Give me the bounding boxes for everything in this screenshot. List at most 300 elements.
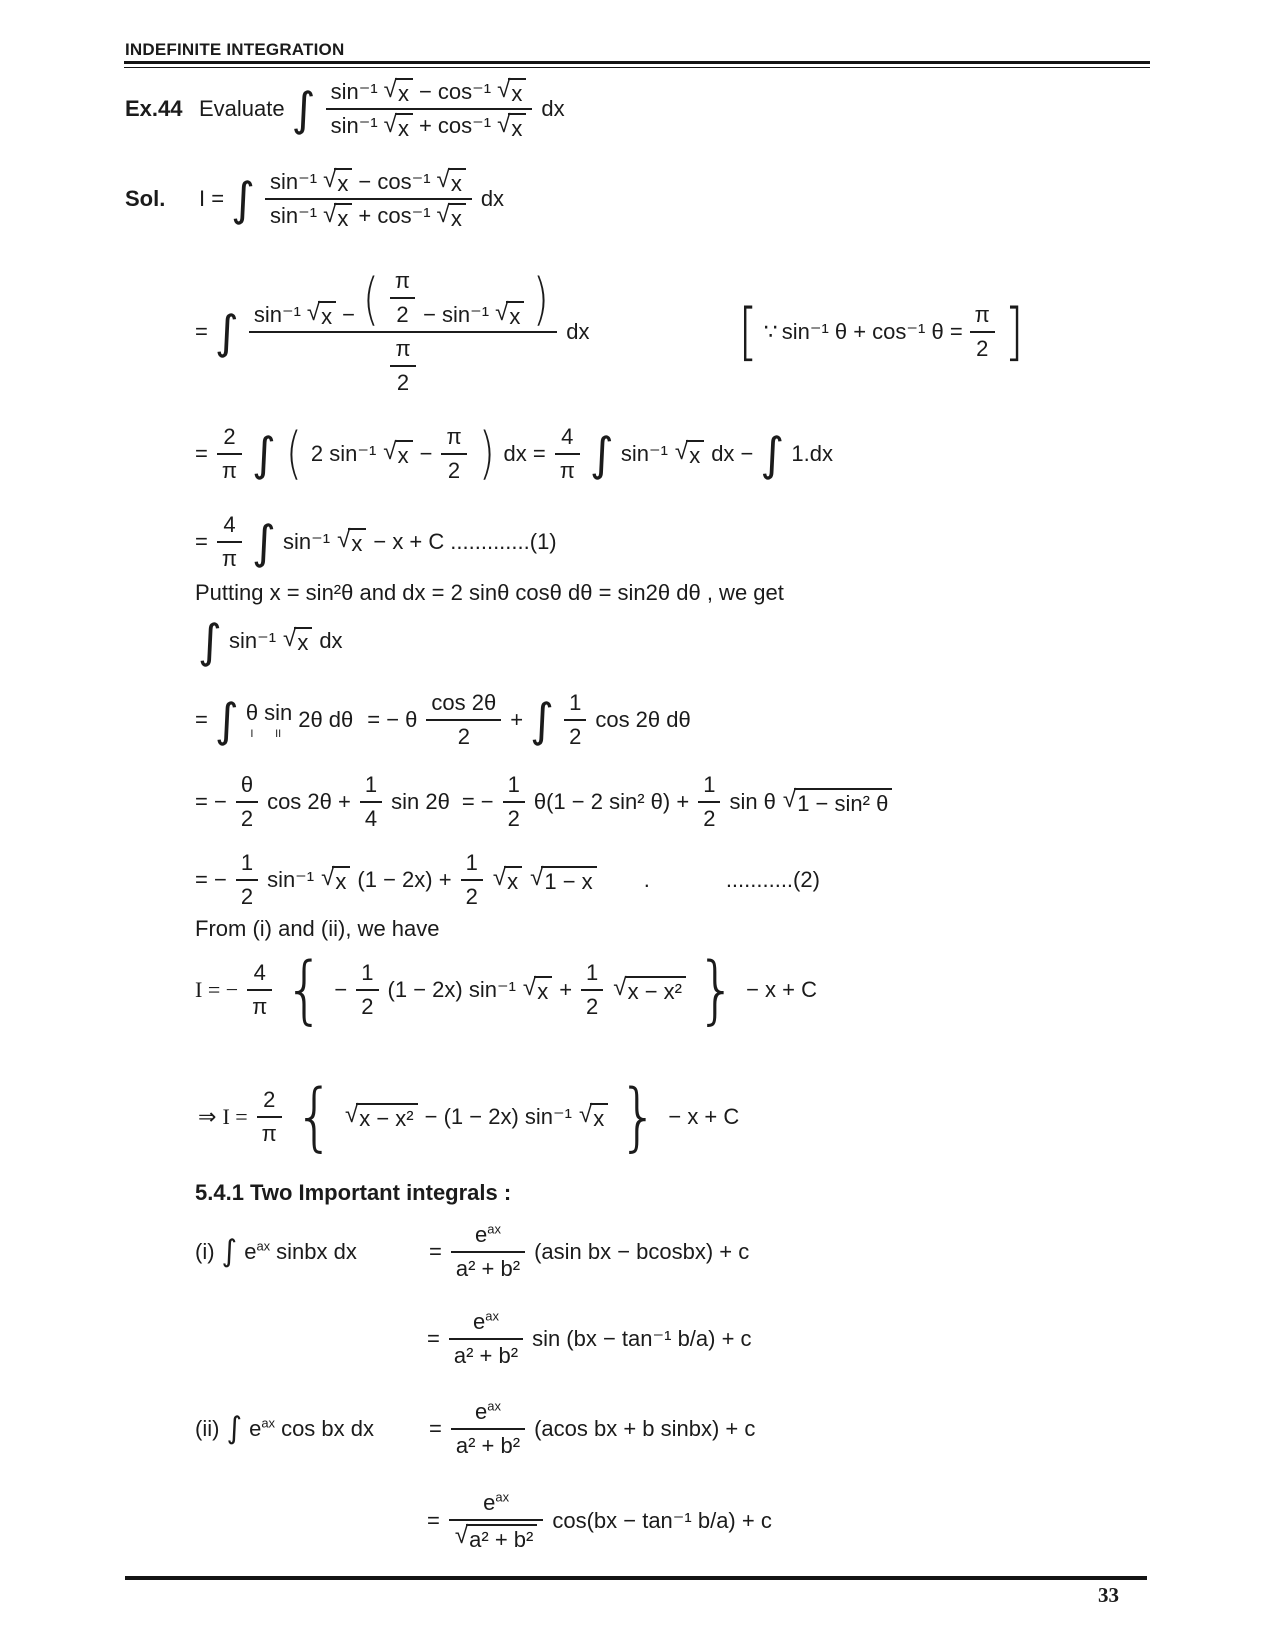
radical-sign: √ — [321, 864, 335, 892]
fraction — [451, 1399, 525, 1459]
fraction-denominator — [503, 801, 525, 832]
fraction — [449, 1490, 543, 1551]
math-token: = − — [195, 867, 227, 892]
math-token: − x + C — [668, 1104, 740, 1129]
fraction-denominator — [426, 719, 501, 750]
fraction-denominator — [581, 989, 603, 1020]
math-token: sin (bx − tan⁻¹ b/a) + c — [532, 1326, 752, 1351]
radicand: x — [318, 301, 336, 328]
math-token — [249, 1416, 275, 1442]
math-token: = − θ — [367, 707, 418, 732]
math-token: π — [559, 458, 575, 483]
math-token: π — [261, 1121, 277, 1146]
fraction-numerator — [564, 690, 586, 719]
math-token: 4 — [223, 512, 236, 537]
radicand: x — [590, 1103, 608, 1130]
radical-sign: √ — [323, 201, 337, 229]
integral-sign: ∫ — [221, 1234, 238, 1269]
fraction — [236, 772, 258, 832]
math-token: + cos⁻¹ — [418, 113, 492, 139]
open-brace: { — [294, 1074, 335, 1160]
math-token: dx − — [711, 441, 754, 466]
math-token: cos 2θ + — [267, 789, 351, 814]
fraction-denominator — [236, 879, 258, 910]
radical — [323, 203, 352, 230]
math-token: 2 — [240, 884, 254, 909]
fraction — [247, 960, 272, 1020]
radical — [323, 168, 352, 195]
exponent: ax — [487, 1221, 501, 1237]
radicand: 1 − sin² θ — [794, 788, 892, 815]
integral-sign: ∫ — [252, 515, 277, 569]
fraction-denominator — [249, 331, 557, 396]
base-e: e — [472, 1309, 486, 1334]
math-token: 2 — [507, 806, 520, 831]
radical-sign: √ — [337, 526, 351, 554]
radicand: x — [334, 168, 352, 195]
math-token: 2 — [240, 806, 254, 831]
math-token: = − — [195, 789, 227, 814]
close-bracket: ] — [1004, 295, 1024, 368]
math-token: sin⁻¹ — [270, 169, 318, 195]
radicand: x — [508, 78, 526, 105]
fraction — [360, 772, 382, 832]
body-text: From (i) and (ii), we have — [195, 916, 440, 941]
math-token: − cos⁻¹ — [358, 169, 431, 195]
fraction-denominator — [449, 1338, 523, 1369]
math-token — [244, 1239, 270, 1265]
fraction — [503, 772, 525, 832]
fraction — [441, 424, 466, 484]
fraction-denominator — [461, 879, 483, 910]
base-e: e — [474, 1222, 488, 1247]
math-token: + — [559, 977, 573, 1002]
math-token: 2 — [396, 370, 410, 395]
integral-sign: ∫ — [226, 1411, 243, 1446]
math-token: 4 — [561, 424, 574, 449]
radical — [523, 976, 552, 1003]
radical — [384, 113, 413, 140]
radicand: a² + b² — [466, 1524, 537, 1551]
fraction — [449, 1309, 523, 1369]
math-token: 2 — [703, 806, 716, 831]
item-label: (ii) — [195, 1416, 220, 1441]
math-token: 2 sin⁻¹ — [310, 441, 377, 466]
math-token: sin θ — [729, 789, 776, 814]
radical — [675, 440, 704, 467]
fraction — [257, 1087, 282, 1147]
fraction — [581, 960, 603, 1020]
fraction-numerator — [970, 302, 995, 331]
fraction — [555, 424, 580, 484]
fraction-denominator — [451, 1428, 525, 1459]
dots-reference: ...........(2) — [725, 867, 820, 892]
fraction — [390, 336, 415, 396]
math-token: = — [429, 1239, 442, 1264]
integral-sign: ∫ — [214, 305, 239, 359]
base-e: e — [483, 1490, 496, 1515]
math-token: I = — [199, 186, 225, 212]
formula-sol — [125, 168, 504, 230]
close-brace: } — [618, 1074, 659, 1160]
fraction-denominator — [449, 1519, 543, 1551]
integral-sign: ∫ — [589, 427, 614, 481]
base-e: e — [244, 1239, 257, 1264]
math-token — [475, 1399, 501, 1425]
radical — [306, 298, 336, 329]
fraction-numerator — [236, 850, 258, 879]
math-token: 1 — [507, 772, 520, 797]
math-token: − sin⁻¹ — [423, 302, 490, 327]
math-token: I = − — [195, 977, 239, 1002]
fraction-numerator — [449, 1490, 543, 1519]
radicand: x — [534, 976, 552, 1003]
page-header-title: INDEFINITE INTEGRATION — [125, 40, 345, 59]
formula-int1 — [195, 1222, 749, 1282]
math-token: 2 — [465, 884, 478, 909]
radical — [283, 627, 312, 654]
fraction-numerator — [581, 960, 603, 989]
radical — [383, 440, 412, 467]
fraction-denominator — [247, 989, 272, 1020]
fraction — [217, 424, 242, 484]
math-token: = — [195, 707, 208, 732]
math-token: cos 2θ dθ — [595, 707, 691, 732]
fraction-denominator — [970, 331, 995, 362]
math-token: π — [394, 268, 411, 293]
radical — [530, 866, 597, 893]
page-number: 33 — [1098, 1583, 1119, 1607]
radicand: x — [448, 168, 466, 195]
radical — [455, 1524, 537, 1551]
fraction — [970, 302, 995, 362]
math-token: sin⁻¹ — [620, 441, 668, 466]
radical — [613, 976, 686, 1003]
math-token — [475, 1222, 501, 1248]
fraction-numerator — [451, 1399, 525, 1428]
math-token: sin⁻¹ — [283, 529, 331, 554]
text-putting — [195, 580, 784, 606]
formula-int2b — [427, 1490, 772, 1551]
formula-step9 — [195, 947, 817, 1033]
radical-sign: √ — [383, 111, 397, 139]
math-token: + — [510, 707, 524, 732]
radical-sign: √ — [383, 76, 397, 103]
radical-sign: √ — [383, 438, 397, 466]
formula-step6 — [195, 690, 691, 750]
math-token: dx — [319, 628, 343, 653]
math-token: 1.dx — [791, 441, 833, 466]
math-token: π — [252, 994, 268, 1019]
radical-sign: √ — [283, 625, 297, 653]
math-token: π — [446, 424, 462, 449]
radical-sign: √ — [344, 1101, 359, 1129]
fraction — [326, 78, 533, 140]
math-token: dx — [541, 96, 565, 122]
because-symbol: ∵ — [763, 319, 778, 344]
body-text: Putting x = sin²θ and dx = 2 sinθ cosθ dθ = sin2θ dθ , we get — [195, 580, 784, 605]
close-brace: } — [696, 947, 737, 1033]
fraction-denominator — [451, 1251, 525, 1282]
radical-sign: √ — [454, 1522, 469, 1549]
dots-reference: .............(1) — [450, 529, 557, 554]
fraction-denominator — [236, 801, 258, 832]
radical — [437, 168, 466, 195]
fraction-denominator — [265, 198, 472, 230]
math-token: sin⁻¹ — [253, 302, 301, 327]
radical — [579, 1103, 608, 1130]
math-token: 2 — [976, 336, 989, 361]
radical-sign: √ — [530, 864, 544, 892]
math-token: 2 — [361, 994, 374, 1019]
formula-ex44 — [125, 78, 565, 140]
fraction-numerator — [503, 772, 525, 801]
exponent: ax — [487, 1398, 501, 1414]
fraction-numerator — [360, 772, 382, 801]
open-bracket: [ — [737, 295, 758, 368]
radical-sign: √ — [497, 111, 511, 139]
fraction-numerator — [265, 168, 472, 198]
radical — [493, 866, 522, 893]
fraction — [356, 960, 378, 1020]
math-token: = — [195, 441, 208, 466]
fraction — [390, 268, 415, 328]
text-from — [195, 916, 440, 942]
math-token: sin — [264, 700, 293, 725]
radical-sign: √ — [323, 166, 337, 193]
math-token: θ(1 − 2 sin² θ) + — [533, 789, 690, 814]
radicand: x — [508, 113, 526, 140]
fraction-numerator — [356, 960, 378, 989]
math-token: cos 2θ — [431, 690, 497, 715]
formula-step4 — [195, 512, 557, 572]
math-token: 2 — [457, 724, 470, 749]
heading-text: 5.4.1 Two Important integrals : — [195, 1180, 512, 1205]
integral-sign: ∫ — [530, 693, 555, 747]
math-token: 1 — [364, 772, 378, 797]
integral-sign: ∫ — [231, 172, 256, 227]
fraction-numerator — [236, 772, 258, 801]
fraction-numerator — [555, 424, 580, 453]
formula-step7 — [195, 772, 893, 832]
fraction — [461, 850, 483, 910]
math-token: = — [429, 1416, 442, 1441]
radicand: x — [686, 440, 704, 467]
fraction-denominator — [217, 453, 242, 484]
math-token: − cos⁻¹ — [418, 79, 492, 105]
radical-sign: √ — [436, 166, 450, 193]
math-token: dx — [480, 186, 505, 212]
math-token: 1 — [569, 690, 582, 715]
fraction-numerator — [426, 690, 501, 719]
radical — [497, 78, 526, 105]
radicand: x — [348, 528, 366, 555]
integral-sign: ∫ — [291, 82, 316, 137]
math-token: 2 — [263, 1087, 276, 1112]
radical — [337, 528, 366, 555]
math-token: 2 — [586, 994, 599, 1019]
radicand: x — [448, 203, 466, 230]
radical-sign: √ — [306, 298, 321, 326]
fraction-denominator — [326, 108, 533, 140]
math-token: = — [427, 1326, 440, 1351]
math-token: = — [195, 319, 208, 344]
radicand: x — [334, 203, 352, 230]
math-token: sin⁻¹ — [267, 867, 315, 892]
math-token: 1 — [465, 850, 478, 875]
fraction-numerator — [461, 850, 483, 879]
fraction-numerator — [217, 424, 242, 453]
fraction-denominator — [360, 801, 382, 832]
math-token: = − — [461, 789, 494, 814]
radicand: x — [395, 113, 413, 140]
fraction-numerator — [449, 1309, 523, 1338]
fraction-numerator — [326, 78, 533, 108]
close-paren: ) — [533, 267, 550, 332]
radical — [437, 203, 466, 230]
math-token: π — [221, 546, 238, 571]
radical-sign: √ — [782, 786, 797, 814]
fraction-numerator — [441, 424, 466, 453]
base-e: e — [249, 1416, 262, 1441]
fraction-denominator — [356, 989, 378, 1020]
integral-lhs — [195, 1234, 423, 1269]
radical-sign: √ — [497, 76, 511, 103]
fraction-denominator — [390, 365, 415, 396]
math-token: dx — [566, 319, 590, 344]
fraction — [451, 1222, 525, 1282]
fraction-numerator — [249, 268, 557, 331]
fraction-numerator — [257, 1087, 282, 1116]
radical-sign: √ — [436, 201, 450, 229]
radical — [345, 1103, 418, 1130]
radical — [321, 866, 350, 893]
math-token: π — [395, 336, 411, 361]
exponent: ax — [261, 1415, 276, 1431]
math-token: . — [643, 867, 650, 892]
math-token: sin⁻¹ — [270, 203, 318, 229]
part-label-two: II — [275, 728, 282, 740]
math-token: π — [974, 302, 990, 327]
fraction-numerator — [698, 772, 720, 801]
exponent: ax — [485, 1308, 499, 1324]
formula-step2 — [195, 268, 1026, 396]
math-token: π — [221, 458, 238, 483]
open-paren: ( — [286, 421, 302, 486]
integral-sign: ∫ — [252, 427, 277, 481]
item-label: (i) — [195, 1239, 215, 1264]
radicand: x − x² — [625, 976, 686, 1003]
formula-int2 — [195, 1399, 755, 1459]
radicand: x — [504, 866, 522, 893]
radical — [495, 298, 524, 329]
radical — [384, 78, 413, 105]
math-token: 4 — [364, 806, 378, 831]
math-token: a² + b² — [453, 1343, 519, 1368]
example-action: Evaluate — [199, 96, 285, 122]
math-token: sin⁻¹ — [228, 628, 277, 653]
fraction — [236, 850, 258, 910]
math-token: = — [195, 529, 208, 554]
fraction-denominator — [441, 453, 466, 484]
math-token: − — [342, 302, 356, 327]
header-rule — [124, 61, 1150, 68]
radical — [783, 788, 892, 815]
math-token: (acos bx + b sinbx) + c — [534, 1416, 756, 1441]
math-token: 2 — [223, 424, 236, 449]
math-token: I = — [222, 1104, 248, 1129]
exponent: ax — [256, 1238, 271, 1254]
radicand: x — [506, 301, 524, 328]
integral-sign: ∫ — [198, 614, 222, 668]
math-token: sin 2θ — [391, 789, 450, 814]
math-token: 1 — [586, 960, 599, 985]
close-paren: ) — [478, 421, 495, 486]
radicand: x — [395, 440, 413, 467]
fraction-denominator — [564, 719, 586, 750]
base-e: e — [474, 1399, 488, 1424]
math-token: sin⁻¹ θ + cos⁻¹ θ = — [781, 319, 963, 344]
underlabeled-token — [246, 700, 258, 740]
math-token: 4 — [253, 960, 266, 985]
math-token: sinbx dx — [276, 1239, 357, 1264]
solution-label: Sol. — [125, 186, 166, 212]
fraction-numerator — [247, 960, 272, 989]
fraction-numerator — [390, 268, 415, 297]
radicand: x — [332, 866, 350, 893]
exponent: ax — [495, 1489, 510, 1505]
radicand: x — [395, 78, 413, 105]
math-token: θ — [245, 700, 259, 725]
fraction-numerator — [451, 1222, 525, 1251]
math-token: = — [427, 1507, 440, 1533]
open-brace: { — [284, 947, 325, 1033]
radical — [497, 113, 526, 140]
fraction — [249, 268, 557, 396]
radical-sign: √ — [578, 1101, 593, 1129]
math-token: − — [419, 441, 433, 466]
reason-note — [736, 295, 1027, 368]
math-token: (1 − 2x) sin⁻¹ — [387, 977, 516, 1002]
fraction — [217, 512, 242, 572]
math-token: a² + b² — [455, 1256, 521, 1281]
fraction-denominator — [555, 453, 580, 484]
implies-arrow: ⇒ — [198, 1104, 217, 1129]
underlabeled-token — [264, 700, 292, 740]
radicand: x — [294, 627, 312, 654]
integral-lhs — [195, 1411, 423, 1446]
math-token: − — [334, 977, 348, 1002]
math-token — [473, 1309, 499, 1335]
open-paren: ( — [363, 267, 379, 332]
math-token: sin⁻¹ — [330, 113, 378, 139]
math-token: 1 — [703, 772, 716, 797]
math-token: 2 — [396, 302, 409, 327]
radical-sign: √ — [674, 438, 689, 466]
fraction-numerator — [390, 336, 415, 365]
fraction — [426, 690, 501, 750]
math-token: + cos⁻¹ — [358, 203, 431, 229]
math-token — [483, 1490, 509, 1516]
math-token: − (1 − 2x) sin⁻¹ — [424, 1104, 572, 1129]
math-token: dx = — [503, 441, 546, 466]
math-token: θ — [240, 772, 254, 797]
fraction-numerator — [217, 512, 242, 541]
formula-step10 — [198, 1074, 740, 1160]
math-token: (1 − 2x) + — [357, 867, 452, 892]
math-token: 2θ dθ — [298, 707, 354, 732]
math-token: − x + C — [746, 977, 817, 1002]
